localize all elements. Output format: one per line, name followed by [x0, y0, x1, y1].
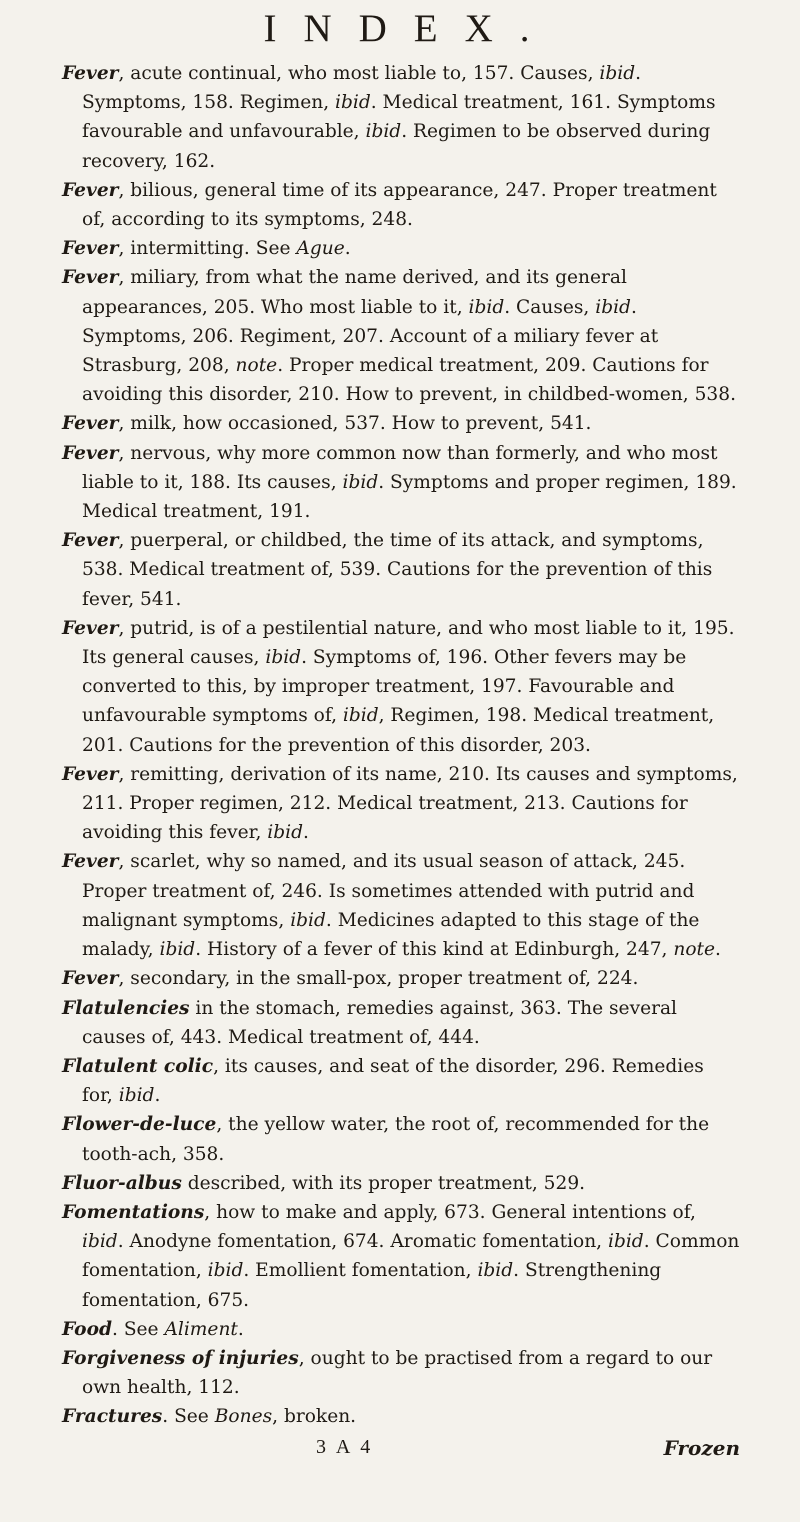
index-entry — [62, 1169, 740, 1198]
index-entry — [62, 263, 740, 409]
page-title: INDEX. — [263, 7, 557, 50]
entry-text: , nervous, why more common now than formerly, and who most liable to it, 188. Its causes, — [82, 442, 718, 493]
entry-text: . Medicines adapted to this stage of the malady, — [82, 909, 700, 961]
entry-text: in the stomach, remedies against, 363. The several causes of, 443. Medical treatment of, 444. — [82, 997, 677, 1048]
entry-text: . — [154, 1085, 161, 1107]
entry-headword: Fever — [62, 617, 119, 639]
entry-text: , broken. — [272, 1406, 357, 1428]
entry-text: , secondary, in the small-pox, proper treatment of, 224. — [118, 968, 639, 990]
entry-text: , milk, how occasioned, 537. How to prevent, 541. — [118, 413, 592, 435]
entry-headword: Fever — [62, 763, 119, 785]
entry-italic-text: ibid — [335, 92, 371, 114]
entry-text: . — [715, 939, 721, 961]
entry-text: , Regimen, 198. Medical treatment, 201. Cautions for the prevention of this disorder, 203. — [82, 705, 715, 756]
entry-headword: Flatulencies — [62, 997, 190, 1019]
entry-text: . Symptoms, 158. Regimen, — [82, 63, 642, 114]
entry-text: . Common fomentation, — [82, 1231, 740, 1282]
entry-text: . Symptoms and proper regimen, 189. Medical treatment, 191. — [82, 471, 737, 523]
entry-italic-text: ibid — [342, 705, 379, 727]
entry-italic-text: ibid — [468, 296, 505, 318]
entry-headword: Fever — [62, 851, 119, 873]
entry-text: . Medical treatment, 161. Symptoms favourable and unfavourable, — [82, 92, 716, 143]
entry-italic-text: ibid — [599, 63, 636, 84]
entry-text: . History of a fever of this kind at Edinburgh, 247, — [195, 939, 674, 961]
entry-headword: Flower-de-luce — [62, 1114, 217, 1136]
entry-headword: Forgiveness of injuries — [62, 1347, 299, 1369]
entry-text: . Anodyne fomentation, 674. Aromatic fomentation, — [117, 1231, 609, 1253]
index-entry — [62, 1110, 740, 1168]
index-entry — [62, 1402, 740, 1431]
entry-italic-text: note — [235, 355, 278, 377]
entry-italic-text: note — [673, 939, 716, 961]
entry-headword: Fever — [62, 267, 119, 289]
entry-text: , ought to be practised from a regard to our own health, 112. — [82, 1347, 713, 1399]
entry-text: , bilious, general time of its appearance, 247. Proper treatment of, according to its symptoms, 248. — [82, 179, 717, 231]
index-entry — [62, 1198, 740, 1315]
entry-italic-text: ibid — [82, 1231, 118, 1253]
entry-headword: Food — [62, 1318, 112, 1340]
entry-text: , miliary, from what the name derived, and its general appearances, 205. Who most liable to it, — [82, 267, 627, 318]
entry-text: described, with its proper treatment, 529. — [181, 1172, 586, 1194]
index-entry — [62, 760, 740, 848]
entry-text: . Proper medical treatment, 209. Cautions for avoiding this disorder, 210. How to prevent, in childbed-women, 538. — [82, 355, 737, 406]
index-entry — [62, 409, 740, 438]
entry-text: . Regimen to be observed during recovery, 162. — [82, 121, 711, 172]
entry-headword: Fever — [62, 179, 119, 201]
entry-headword: Flatulent colic — [62, 1055, 214, 1077]
entry-headword: Fever — [62, 238, 119, 260]
entry-italic-text: ibid — [477, 1260, 514, 1282]
entry-text: . Symptoms, 206. Regiment, 207. Account of a miliary fever at Strasburg, 208, — [82, 296, 659, 377]
entry-italic-text: ibid — [207, 1260, 244, 1282]
entry-italic-text: ibid — [159, 939, 196, 961]
entry-text: . Symptoms of, 196. Other fevers may be converted to this, by improper treatment, 197. Favourable and unfavourable symptoms of, — [82, 647, 687, 727]
entry-italic-text: ibid — [267, 822, 303, 844]
index-entry — [62, 1344, 740, 1402]
entry-italic-text: ibid — [595, 296, 631, 318]
entry-text: , the yellow water, the root of, recommended for the tooth-ach, 358. — [82, 1114, 710, 1165]
entry-italic-text: ibid — [608, 1231, 644, 1253]
entry-italic-text: Bones — [214, 1406, 273, 1428]
entry-text: , acute continual, who most liable to, 157. Causes, — [118, 63, 600, 84]
entry-text: . Causes, — [504, 296, 596, 318]
index-entry — [62, 439, 740, 527]
entry-italic-text: Ague — [296, 238, 345, 260]
catchword: Frozen — [663, 1436, 740, 1460]
entry-text: , its causes, and seat of the disorder, 296. Remedies for, — [82, 1055, 704, 1107]
signature-mark: 3 A 4 — [316, 1436, 374, 1458]
entry-headword: Fomentations — [62, 1201, 205, 1223]
entry-text: . See — [112, 1318, 165, 1340]
entry-italic-text: ibid — [365, 121, 402, 143]
entry-text: . Emollient fomentation, — [243, 1260, 478, 1282]
entry-text: , puerperal, or childbed, the time of its attack, and symptoms, 538. Medical treatment of, 539. Cautions for the prevention of this fever, 541. — [82, 530, 713, 610]
entry-italic-text: Aliment — [164, 1318, 238, 1340]
entry-headword: Fever — [62, 442, 119, 464]
entry-headword: Fever — [62, 968, 119, 990]
entry-italic-text: ibid — [118, 1085, 155, 1107]
index-entry — [62, 234, 740, 263]
entry-text: . Strengthening fomentation, 675. — [82, 1260, 662, 1311]
index-entry — [62, 964, 740, 993]
entry-text: , intermitting. See — [118, 238, 297, 260]
entry-text: , how to make and apply, 673. General intentions of, — [204, 1201, 696, 1223]
entry-text: . — [344, 238, 351, 260]
entry-italic-text: ibid — [265, 647, 302, 669]
entry-headword: Fractures — [62, 1406, 163, 1428]
entry-text: , putrid, is of a pestilential nature, and who most liable to it, 195. Its general causes, — [82, 617, 735, 669]
page-footer — [0, 1436, 800, 1466]
index-entry — [62, 1315, 740, 1344]
entry-italic-text: ibid — [342, 471, 379, 493]
entry-headword: Fever — [62, 63, 119, 84]
entry-italic-text: ibid — [290, 909, 326, 931]
entry-text: . — [237, 1318, 244, 1340]
entry-text: , remitting, derivation of its name, 210. Its causes and symptoms, 211. Proper regimen, 212. Medical treatment, 213. Cautions for avoiding this fever, — [82, 763, 738, 844]
index-entry — [62, 847, 740, 964]
index-entry — [62, 59, 740, 176]
index-entry — [62, 994, 740, 1052]
index-entry — [62, 176, 740, 234]
entry-text: . See — [162, 1406, 215, 1428]
entry-headword: Fluor-albus — [62, 1172, 182, 1194]
entry-text: , scarlet, why so named, and its usual season of attack, 245. Proper treatment of, 246. Is sometimes attended with putrid and malignant symptoms, — [82, 851, 695, 931]
index-entry — [62, 614, 740, 760]
index-entry — [62, 1052, 740, 1110]
entry-headword: Fever — [62, 413, 119, 435]
entry-text: . — [302, 822, 309, 844]
index-entry — [62, 526, 740, 614]
entry-headword: Fever — [62, 530, 119, 552]
index-entries — [62, 59, 740, 1432]
